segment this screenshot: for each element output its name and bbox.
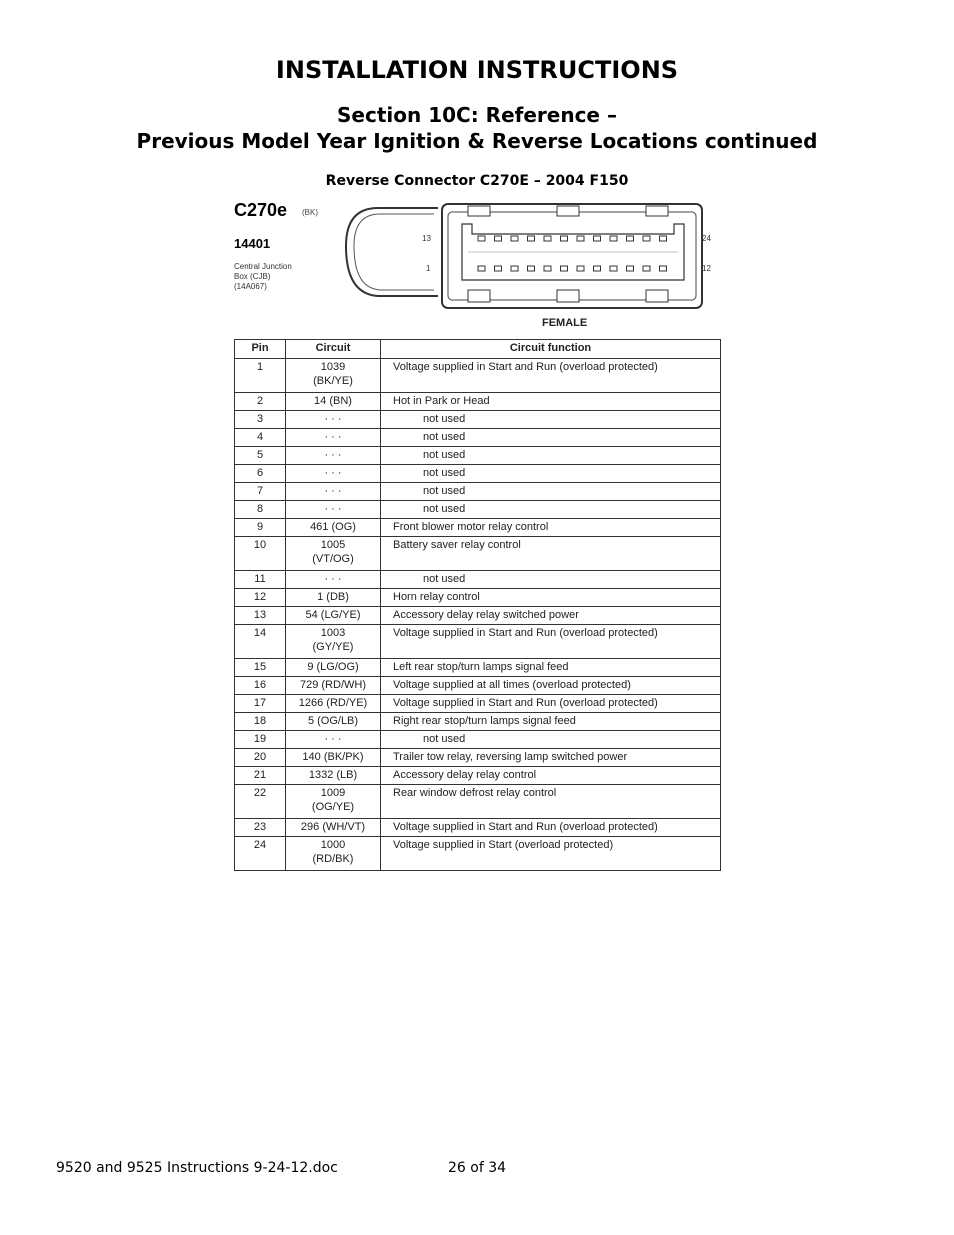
table-row xyxy=(235,819,721,837)
table-row xyxy=(235,695,721,713)
pin-cavity xyxy=(627,266,634,271)
pin-cavity xyxy=(511,266,518,271)
pin-number: 21 xyxy=(235,767,286,785)
circuit-cell xyxy=(286,393,381,411)
page-title: INSTALLATION INSTRUCTIONS xyxy=(275,56,679,84)
pin-number: 19 xyxy=(235,731,286,749)
circuit-cell xyxy=(286,447,381,465)
circuit-function: Horn relay control xyxy=(381,589,721,607)
circuit-function: Left rear stop/turn lamps signal feed xyxy=(381,659,721,677)
figure-caption: Reverse Connector C270E – 2004 F150 xyxy=(325,173,629,189)
circuit-function: not used xyxy=(381,571,721,589)
circuit-function: Hot in Park or Head xyxy=(381,393,721,411)
circuit-color-code: (BK/YE) xyxy=(313,375,353,387)
circuit-cell xyxy=(286,589,381,607)
circuit-cell xyxy=(286,411,381,429)
connector-part-number: 14401 xyxy=(234,236,271,251)
connector-tab xyxy=(557,206,579,216)
pin-cavity xyxy=(610,236,617,241)
table-row xyxy=(235,393,721,411)
footer-page-number: 26 of 34 xyxy=(448,1160,507,1176)
pin-cavity xyxy=(544,266,551,271)
pin-number: 7 xyxy=(235,483,286,501)
footer-document-name: 9520 and 9525 Instructions 9-24-12.doc xyxy=(56,1160,338,1176)
circuit-function: not used xyxy=(381,731,721,749)
circuit-value: · · · xyxy=(324,467,342,479)
pin-cavity xyxy=(660,236,667,241)
circuit-cell xyxy=(286,767,381,785)
circuit-cell xyxy=(286,749,381,767)
circuit-value: 729 (RD/WH) xyxy=(299,679,366,691)
pin-label-13: 13 xyxy=(422,234,431,243)
circuit-cell xyxy=(286,625,381,659)
circuit-cell xyxy=(286,837,381,871)
pin-label-24: 24 xyxy=(702,234,711,243)
pin-cavity xyxy=(627,236,634,241)
pin-number: 9 xyxy=(235,519,286,537)
circuit-value: 9 (LG/OG) xyxy=(307,661,359,673)
circuit-value: · · · xyxy=(324,573,342,585)
pin-number: 13 xyxy=(235,607,286,625)
pin-number: 2 xyxy=(235,393,286,411)
circuit-cell xyxy=(286,483,381,501)
pin-cavity xyxy=(511,236,518,241)
connector-id: C270e xyxy=(234,200,288,220)
pin-number: 23 xyxy=(235,819,286,837)
pin-cavity xyxy=(528,266,535,271)
pin-cavity xyxy=(528,236,535,241)
circuit-value: 461 (OG) xyxy=(310,521,356,533)
section-heading-line1: Section 10C: Reference – xyxy=(337,103,617,127)
circuit-function: Voltage supplied at all times (overload protected) xyxy=(381,677,721,695)
circuit-cell xyxy=(286,695,381,713)
circuit-value: 296 (WH/VT) xyxy=(300,821,366,833)
circuit-cell xyxy=(286,659,381,677)
pin-cavity xyxy=(544,236,551,241)
pin-cavity xyxy=(577,236,584,241)
pin-cavity xyxy=(478,236,485,241)
pin-row-top xyxy=(478,236,667,241)
circuit-function: Accessory delay relay switched power xyxy=(381,607,721,625)
table-row xyxy=(235,447,721,465)
circuit-value: 5 (OG/LB) xyxy=(307,715,359,727)
pin-number: 4 xyxy=(235,429,286,447)
pin-number: 15 xyxy=(235,659,286,677)
pin-number: 24 xyxy=(235,837,286,871)
connector-gender-label: FEMALE xyxy=(542,317,588,329)
pin-cavity xyxy=(478,266,485,271)
connector-location xyxy=(234,262,324,292)
circuit-function: Voltage supplied in Start and Run (overload protected) xyxy=(381,819,721,837)
pin-number: 11 xyxy=(235,571,286,589)
table-row xyxy=(235,589,721,607)
circuit-color-code: (RD/BK) xyxy=(312,853,354,865)
pin-cavity xyxy=(594,236,601,241)
circuit-cell xyxy=(286,607,381,625)
table-row xyxy=(235,785,721,819)
circuit-function: Voltage supplied in Start (overload protected) xyxy=(381,837,721,871)
circuit-function: not used xyxy=(381,411,721,429)
pin-cavity xyxy=(561,266,568,271)
location-line: Box (CJB) xyxy=(234,272,271,281)
circuit-cell xyxy=(286,819,381,837)
circuit-function: not used xyxy=(381,429,721,447)
pin-number: 20 xyxy=(235,749,286,767)
table-row xyxy=(235,677,721,695)
column-header-pin: Pin xyxy=(235,340,286,359)
circuit-value: · · · xyxy=(324,449,342,461)
circuit-function: Battery saver relay control xyxy=(381,537,721,571)
pin-number: 5 xyxy=(235,447,286,465)
circuit-cell xyxy=(286,731,381,749)
table-row xyxy=(235,571,721,589)
connector-latch-inner xyxy=(354,214,434,290)
circuit-cell xyxy=(286,785,381,819)
table-row xyxy=(235,749,721,767)
pin-label-12: 12 xyxy=(702,264,711,273)
table-row xyxy=(235,767,721,785)
connector-face-drawing xyxy=(338,196,718,316)
circuit-function: not used xyxy=(381,447,721,465)
circuit-cell xyxy=(286,501,381,519)
connector-color: (BK) xyxy=(302,208,318,217)
circuit-function: Rear window defrost relay control xyxy=(381,785,721,819)
table-row xyxy=(235,537,721,571)
circuit-value: 1332 (LB) xyxy=(308,769,358,781)
circuit-function: not used xyxy=(381,501,721,519)
circuit-value: 54 (LG/YE) xyxy=(305,609,361,621)
circuit-value: 1039 xyxy=(320,361,346,373)
table-row xyxy=(235,429,721,447)
table-row xyxy=(235,713,721,731)
pin-number: 1 xyxy=(235,359,286,393)
circuit-function: not used xyxy=(381,483,721,501)
circuit-cell xyxy=(286,571,381,589)
table-row xyxy=(235,625,721,659)
circuit-value: 1003 xyxy=(320,627,346,639)
pin-cavity xyxy=(561,236,568,241)
circuit-function: Voltage supplied in Start and Run (overload protected) xyxy=(381,625,721,659)
connector-diagram xyxy=(228,196,728,336)
circuit-cell xyxy=(286,713,381,731)
column-header-circuit: Circuit xyxy=(286,340,381,359)
pin-cavity xyxy=(643,266,650,271)
location-line: (14A067) xyxy=(234,282,267,291)
pin-cavity xyxy=(577,266,584,271)
pin-label-1: 1 xyxy=(426,264,431,273)
pin-number: 18 xyxy=(235,713,286,731)
connector-tab xyxy=(468,206,490,216)
circuit-cell xyxy=(286,537,381,571)
circuit-value: · · · xyxy=(324,431,342,443)
pin-number: 16 xyxy=(235,677,286,695)
table-row xyxy=(235,411,721,429)
circuit-cell xyxy=(286,465,381,483)
connector-tab xyxy=(646,290,668,302)
table-row xyxy=(235,519,721,537)
table-row xyxy=(235,837,721,871)
pin-number: 10 xyxy=(235,537,286,571)
pin-cavity xyxy=(660,266,667,271)
circuit-color-code: (GY/YE) xyxy=(312,641,354,653)
table-row xyxy=(235,465,721,483)
circuit-value: 1005 xyxy=(320,539,346,551)
connector-tab xyxy=(468,290,490,302)
pin-cavity xyxy=(495,266,502,271)
table-row xyxy=(235,731,721,749)
circuit-value: · · · xyxy=(324,503,342,515)
pin-number: 14 xyxy=(235,625,286,659)
circuit-value: · · · xyxy=(324,485,342,497)
connector-latch-shape xyxy=(346,208,438,296)
pin-cavity xyxy=(643,236,650,241)
circuit-value: 1 (DB) xyxy=(317,591,349,603)
circuit-color-code: (VT/OG) xyxy=(312,553,354,565)
circuit-value: 1009 xyxy=(320,787,346,799)
circuit-function: Front blower motor relay control xyxy=(381,519,721,537)
circuit-cell xyxy=(286,677,381,695)
connector-tab xyxy=(646,206,668,216)
circuit-cell xyxy=(286,429,381,447)
pinout-table xyxy=(234,339,721,871)
pin-number: 17 xyxy=(235,695,286,713)
pin-number: 22 xyxy=(235,785,286,819)
connector-body-inner xyxy=(448,212,696,300)
pin-number: 6 xyxy=(235,465,286,483)
pin-number: 12 xyxy=(235,589,286,607)
table-row xyxy=(235,607,721,625)
circuit-function: not used xyxy=(381,465,721,483)
circuit-function: Trailer tow relay, reversing lamp switched power xyxy=(381,749,721,767)
pin-cavity xyxy=(495,236,502,241)
circuit-color-code: (OG/YE) xyxy=(311,801,355,813)
pin-number: 3 xyxy=(235,411,286,429)
circuit-value: 14 (BN) xyxy=(314,395,352,407)
pin-cavity xyxy=(610,266,617,271)
table-row xyxy=(235,483,721,501)
table-row xyxy=(235,659,721,677)
circuit-value: · · · xyxy=(324,413,342,425)
circuit-cell xyxy=(286,359,381,393)
circuit-value: 140 (BK/PK) xyxy=(302,751,364,763)
pin-row-bottom xyxy=(478,266,667,271)
location-line: Central Junction xyxy=(234,262,292,271)
column-header-function: Circuit function xyxy=(381,340,721,359)
pin-number: 8 xyxy=(235,501,286,519)
circuit-function: Right rear stop/turn lamps signal feed xyxy=(381,713,721,731)
section-heading-line2: Previous Model Year Ignition & Reverse Locations continued xyxy=(136,129,818,153)
circuit-value: · · · xyxy=(324,733,342,745)
table-header-row xyxy=(235,340,721,359)
table-row xyxy=(235,359,721,393)
table-row xyxy=(235,501,721,519)
circuit-value: 1000 xyxy=(320,839,346,851)
connector-tab xyxy=(557,290,579,302)
circuit-value: 1266 (RD/YE) xyxy=(298,697,368,709)
pin-cavity xyxy=(594,266,601,271)
circuit-function: Voltage supplied in Start and Run (overload protected) xyxy=(381,695,721,713)
circuit-function: Accessory delay relay control xyxy=(381,767,721,785)
circuit-cell xyxy=(286,519,381,537)
circuit-function: Voltage supplied in Start and Run (overload protected) xyxy=(381,359,721,393)
